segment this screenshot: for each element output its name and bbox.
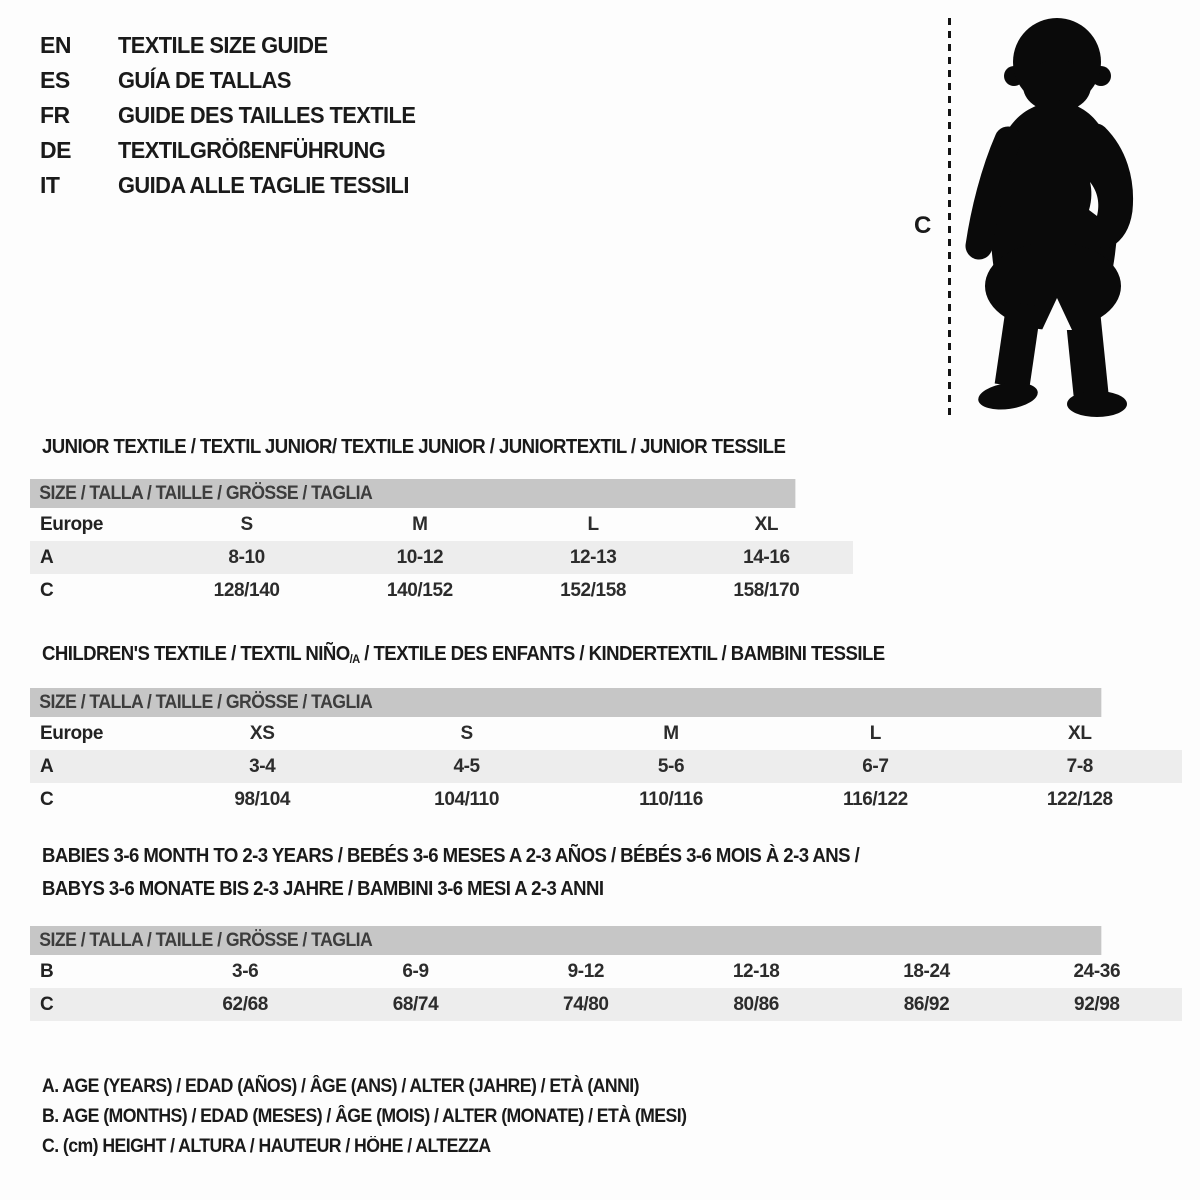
row-label: B — [40, 961, 54, 982]
size-cell: XL — [1068, 723, 1092, 744]
row-label: C — [40, 580, 54, 601]
size-cell: 104/110 — [434, 789, 500, 810]
size-cell: 3-4 — [249, 756, 276, 777]
size-cell: 92/98 — [1074, 994, 1120, 1015]
table-row — [30, 955, 1182, 988]
junior-size-header: SIZE / TALLA / TAILLE / GRÖSSE / TAGLIA — [30, 479, 795, 508]
size-cell: 98/104 — [234, 789, 291, 810]
size-cell: 9-12 — [567, 961, 605, 982]
size-cell: 8-10 — [228, 547, 265, 568]
language-code: FR — [40, 102, 70, 128]
language-row — [40, 168, 431, 203]
size-cell: 24-36 — [1073, 961, 1121, 982]
children-section-title — [42, 643, 885, 666]
junior-size-table — [30, 479, 853, 607]
row-label: Europe — [40, 514, 104, 535]
size-cell: S — [240, 514, 253, 535]
babies-title-line2: BABYS 3-6 MONATE BIS 2-3 JAHRE / BAMBINI 3-6 MESI A 2-3 ANNI — [42, 878, 604, 900]
size-cell: 158/170 — [733, 580, 800, 601]
row-label: C — [40, 994, 54, 1015]
size-cell: 12-18 — [732, 961, 780, 982]
size-cell: 128/140 — [213, 580, 280, 601]
children-title-subscript: /A — [349, 652, 360, 666]
legend-line: B. AGE (MONTHS) / EDAD (MESES) / ÂGE (MOIS) / ALTER (MONATE) / ETÀ (MESI) — [42, 1106, 687, 1127]
junior-table-rows — [30, 508, 853, 607]
legend-line: A. AGE (YEARS) / EDAD (AÑOS) / ÂGE (ANS) / ALTER (JAHRE) / ETÀ (ANNI) — [42, 1076, 639, 1097]
children-table-rows — [30, 717, 1182, 816]
babies-size-table — [30, 926, 1182, 1021]
children-title-pre: CHILDREN'S TEXTILE / TEXTIL NIÑO — [42, 643, 350, 665]
size-cell: 10-12 — [396, 547, 444, 568]
size-cell: 18-24 — [903, 961, 950, 982]
size-cell: 80/86 — [733, 994, 779, 1015]
language-title: GUÍA DE TALLAS — [118, 67, 291, 93]
babies-size-header: SIZE / TALLA / TAILLE / GRÖSSE / TAGLIA — [30, 926, 1101, 955]
language-code: IT — [40, 172, 60, 198]
size-cell: S — [460, 723, 473, 744]
table-row — [30, 717, 1182, 750]
size-cell: 6-9 — [402, 961, 429, 982]
language-row — [40, 133, 431, 168]
size-cell: 68/74 — [392, 994, 439, 1015]
legend — [42, 1072, 735, 1162]
size-cell: L — [587, 514, 599, 535]
language-title: GUIDA ALLE TAGLIE TESSILI — [118, 172, 409, 198]
size-cell: 74/80 — [563, 994, 609, 1015]
row-label: Europe — [40, 723, 104, 744]
size-cell: 6-7 — [862, 756, 889, 777]
language-row — [40, 63, 431, 98]
size-cell: M — [412, 514, 428, 535]
size-cell: 62/68 — [222, 994, 268, 1015]
size-cell: 152/158 — [560, 580, 627, 601]
baby-silhouette-image — [962, 14, 1140, 418]
language-code: EN — [40, 32, 71, 58]
size-cell: 86/92 — [903, 994, 950, 1015]
size-cell: 122/128 — [1046, 789, 1113, 810]
language-row — [40, 28, 431, 63]
junior-section-title: JUNIOR TEXTILE / TEXTIL JUNIOR/ TEXTILE JUNIOR / JUNIORTEXTIL / JUNIOR TESSILE — [42, 436, 786, 458]
table-row — [30, 988, 1182, 1021]
table-row — [30, 541, 853, 574]
size-cell: 12-13 — [569, 547, 617, 568]
size-cell: 14-16 — [743, 547, 790, 568]
size-cell: M — [663, 723, 679, 744]
row-label: A — [40, 756, 54, 777]
table-row — [30, 783, 1182, 816]
row-label: A — [40, 547, 54, 568]
height-measure-dashed-line — [948, 18, 951, 416]
size-cell: 4-5 — [453, 756, 480, 777]
table-row — [30, 508, 853, 541]
size-cell: 7-8 — [1066, 756, 1093, 777]
language-list — [40, 28, 431, 203]
babies-section-title — [42, 840, 859, 906]
row-label: C — [40, 789, 54, 810]
children-size-table — [30, 688, 1182, 816]
size-cell: 116/122 — [842, 789, 908, 810]
size-cell: XL — [754, 514, 779, 535]
table-row — [30, 750, 1182, 783]
size-cell: XS — [249, 723, 275, 744]
size-cell: 140/152 — [386, 580, 453, 601]
size-cell: 5-6 — [657, 756, 685, 777]
language-code: ES — [40, 67, 70, 93]
size-cell: 3-6 — [232, 961, 259, 982]
babies-table-rows — [30, 955, 1182, 1021]
size-cell: 110/116 — [639, 789, 703, 810]
language-title: TEXTILE SIZE GUIDE — [118, 32, 328, 58]
language-row — [40, 98, 431, 133]
babies-title-line1: BABIES 3-6 MONTH TO 2-3 YEARS / BEBÉS 3-6 MESES A 2-3 AÑOS / BÉBÉS 3-6 MOIS À 2-3 ANS / — [42, 845, 860, 867]
legend-line: C. (cm) HEIGHT / ALTURA / HAUTEUR / HÖHE / ALTEZZA — [42, 1136, 491, 1157]
children-size-header: SIZE / TALLA / TAILLE / GRÖSSE / TAGLIA — [30, 688, 1101, 717]
language-code: DE — [40, 137, 71, 163]
table-row — [30, 574, 853, 607]
language-title: GUIDE DES TAILLES TEXTILE — [118, 102, 416, 128]
measure-c-label: C — [914, 212, 932, 239]
language-title: TEXTILGRÖßENFÜHRUNG — [118, 137, 386, 163]
size-cell: L — [869, 723, 881, 744]
children-title-post: / TEXTILE DES ENFANTS / KINDERTEXTIL / BAMBINI TESSILE — [359, 643, 885, 665]
